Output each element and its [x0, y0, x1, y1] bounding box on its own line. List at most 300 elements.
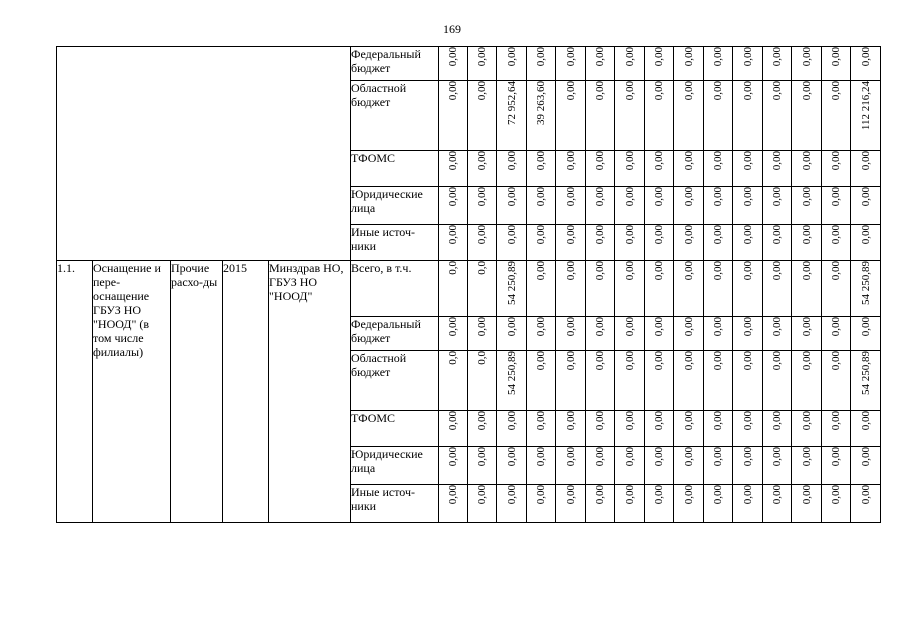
value-text: 0,00 — [682, 411, 695, 431]
value-cell — [851, 485, 881, 523]
value-text: 0,00 — [771, 81, 783, 101]
funding-source: Областной бюджет — [351, 81, 439, 151]
value-text: 0,00 — [594, 187, 606, 207]
value-cell — [468, 261, 497, 317]
value-text: 0,00 — [712, 187, 724, 207]
value-cell — [468, 81, 497, 151]
value-text: 0,00 — [712, 411, 724, 431]
value-cell — [792, 81, 822, 151]
value-cell — [822, 351, 851, 411]
value-cell — [527, 151, 556, 187]
value-cell — [497, 151, 527, 187]
value-text: 0,00 — [771, 485, 783, 505]
value-text: 0,00 — [623, 485, 636, 505]
value-cell — [851, 151, 881, 187]
value-cell — [586, 187, 615, 225]
value-cell — [645, 47, 674, 81]
value-cell — [851, 411, 881, 447]
value-cell — [704, 81, 733, 151]
value-text: 0,00 — [712, 81, 724, 101]
value-cell — [586, 447, 615, 485]
value-cell — [822, 47, 851, 81]
value-text: 0,00 — [682, 225, 695, 245]
value-text: 0,00 — [741, 447, 754, 467]
value-cell — [674, 411, 704, 447]
value-cell — [792, 411, 822, 447]
value-text: 0,00 — [564, 225, 577, 245]
value-text: 0,00 — [653, 47, 665, 67]
value-cell — [497, 317, 527, 351]
value-cell — [439, 261, 468, 317]
value-cell — [468, 411, 497, 447]
value-cell — [674, 47, 704, 81]
value-cell — [615, 485, 645, 523]
value-cell — [468, 151, 497, 187]
value-cell — [674, 261, 704, 317]
table-body — [57, 47, 881, 523]
value-text: 0,00 — [741, 81, 754, 101]
value-cell — [586, 317, 615, 351]
value-text: 0,00 — [653, 447, 665, 467]
value-cell — [792, 447, 822, 485]
value-text: 0,00 — [564, 317, 577, 337]
value-text: 0,00 — [741, 485, 754, 505]
value-cell — [733, 351, 763, 411]
value-cell — [615, 447, 645, 485]
value-cell — [468, 351, 497, 411]
value-text: 112 216,24 — [859, 81, 872, 131]
value-text: 0,00 — [682, 261, 695, 281]
value-text: 0,00 — [859, 225, 872, 245]
value-text: 0,00 — [771, 151, 783, 171]
table-row — [57, 47, 881, 81]
value-cell — [733, 317, 763, 351]
value-cell — [704, 317, 733, 351]
value-text: 0,00 — [859, 187, 872, 207]
value-cell — [615, 151, 645, 187]
value-cell — [468, 447, 497, 485]
value-text: 0,00 — [653, 81, 665, 101]
value-text: 0,00 — [859, 47, 872, 67]
value-cell — [763, 187, 792, 225]
value-cell — [439, 317, 468, 351]
funding-source: Областной бюджет — [351, 351, 439, 411]
value-cell — [468, 485, 497, 523]
value-text: 0,00 — [535, 317, 547, 337]
value-cell — [733, 447, 763, 485]
value-cell — [556, 47, 586, 81]
value-cell — [704, 485, 733, 523]
value-cell — [439, 447, 468, 485]
value-cell — [556, 411, 586, 447]
value-cell — [439, 81, 468, 151]
value-text: 0,00 — [623, 81, 636, 101]
value-cell — [497, 485, 527, 523]
value-cell — [527, 261, 556, 317]
expense-category: Прочие расхо-ды — [171, 261, 223, 523]
value-text: 0,00 — [505, 47, 518, 67]
value-text: 0,0 — [447, 261, 459, 275]
value-text: 0,00 — [682, 47, 695, 67]
value-text: 0,00 — [535, 485, 547, 505]
value-text: 0,00 — [830, 225, 842, 245]
value-text: 0,00 — [505, 187, 518, 207]
value-text: 0,00 — [741, 351, 754, 371]
value-text: 0,00 — [800, 317, 813, 337]
value-text: 0,00 — [800, 187, 813, 207]
page-number: 169 — [443, 22, 461, 36]
value-text: 0,00 — [535, 47, 547, 67]
value-cell — [497, 411, 527, 447]
value-text: 72 952,64 — [505, 81, 518, 125]
value-cell — [556, 151, 586, 187]
value-cell — [763, 485, 792, 523]
value-cell — [527, 317, 556, 351]
value-text: 0,00 — [505, 411, 518, 431]
value-cell — [704, 151, 733, 187]
value-text: 0,00 — [447, 81, 459, 101]
value-cell — [556, 225, 586, 261]
value-text: 0,00 — [830, 187, 842, 207]
value-cell — [527, 447, 556, 485]
value-text: 0,00 — [653, 317, 665, 337]
value-cell — [851, 447, 881, 485]
value-text: 0,00 — [505, 151, 518, 171]
value-cell — [586, 351, 615, 411]
value-cell — [439, 225, 468, 261]
value-cell — [556, 351, 586, 411]
value-cell — [704, 261, 733, 317]
value-text: 0,00 — [623, 225, 636, 245]
value-text: 0,00 — [476, 225, 488, 245]
funding-source: Всего, в т.ч. — [351, 261, 439, 317]
value-text: 0,00 — [682, 187, 695, 207]
value-cell — [763, 81, 792, 151]
value-text: 0,00 — [771, 447, 783, 467]
value-cell — [439, 151, 468, 187]
value-cell — [704, 351, 733, 411]
value-cell — [615, 47, 645, 81]
value-cell — [674, 447, 704, 485]
value-text: 0,00 — [447, 317, 459, 337]
table-row — [57, 261, 881, 317]
value-text: 0,00 — [505, 485, 518, 505]
value-text: 0,00 — [535, 351, 547, 371]
funding-source: Иные источ-ники — [351, 485, 439, 523]
funding-source: Юридические лица — [351, 187, 439, 225]
value-text: 0,00 — [564, 351, 577, 371]
value-cell — [763, 447, 792, 485]
value-text: 0,00 — [653, 151, 665, 171]
item-name: Оснащение и пере-оснащение ГБУЗ НО "НООД" (в том числе филиалы) — [93, 261, 171, 523]
value-cell — [439, 411, 468, 447]
value-cell — [645, 225, 674, 261]
value-cell — [674, 187, 704, 225]
value-text: 0,00 — [564, 81, 577, 101]
value-cell — [674, 81, 704, 151]
value-text: 0,00 — [741, 317, 754, 337]
value-cell — [792, 317, 822, 351]
value-cell — [586, 151, 615, 187]
value-text: 0,00 — [594, 317, 606, 337]
value-cell — [822, 187, 851, 225]
value-cell — [674, 485, 704, 523]
value-cell — [497, 261, 527, 317]
value-text: 0,00 — [594, 411, 606, 431]
value-cell — [556, 317, 586, 351]
value-cell — [674, 151, 704, 187]
value-text: 54 250,89 — [859, 351, 872, 395]
value-cell — [497, 47, 527, 81]
value-text: 0,00 — [653, 485, 665, 505]
value-text: 0,00 — [800, 261, 813, 281]
value-text: 0,00 — [771, 225, 783, 245]
value-cell — [586, 261, 615, 317]
value-cell — [763, 151, 792, 187]
value-text: 0,00 — [682, 151, 695, 171]
item-year: 2015 — [223, 261, 269, 523]
value-cell — [497, 187, 527, 225]
value-cell — [792, 225, 822, 261]
value-cell — [704, 47, 733, 81]
value-cell — [674, 225, 704, 261]
value-text: 0,0 — [476, 351, 488, 365]
funding-source: Иные источ-ники — [351, 225, 439, 261]
value-cell — [851, 47, 881, 81]
value-text: 0,00 — [476, 411, 488, 431]
value-cell — [792, 187, 822, 225]
funding-source: ТФОМС — [351, 411, 439, 447]
value-text: 0,00 — [594, 261, 606, 281]
value-cell — [615, 225, 645, 261]
funding-source: Федеральный бюджет — [351, 317, 439, 351]
funding-source: Юридические лица — [351, 447, 439, 485]
value-text: 0,00 — [859, 411, 872, 431]
value-text: 0,00 — [594, 225, 606, 245]
value-text: 0,00 — [564, 411, 577, 431]
continuation-blank-cell — [57, 47, 351, 261]
value-text: 0,00 — [447, 411, 459, 431]
value-cell — [468, 317, 497, 351]
value-text: 0,00 — [447, 151, 459, 171]
value-cell — [822, 411, 851, 447]
value-text: 0,00 — [859, 447, 872, 467]
value-text: 0,00 — [741, 151, 754, 171]
value-text: 0,00 — [741, 225, 754, 245]
item-number: 1.1. — [57, 261, 93, 523]
value-text: 0,00 — [712, 151, 724, 171]
value-cell — [556, 261, 586, 317]
value-cell — [792, 47, 822, 81]
budget-table — [56, 46, 881, 523]
value-cell — [645, 485, 674, 523]
value-text: 0,00 — [623, 151, 636, 171]
value-cell — [674, 317, 704, 351]
value-text: 0,00 — [712, 351, 724, 371]
value-cell — [763, 411, 792, 447]
value-cell — [615, 411, 645, 447]
value-cell — [556, 447, 586, 485]
value-text: 0,00 — [741, 261, 754, 281]
value-cell — [497, 447, 527, 485]
value-cell — [586, 47, 615, 81]
value-cell — [645, 411, 674, 447]
value-cell — [439, 351, 468, 411]
value-text: 0,00 — [623, 351, 636, 371]
value-cell — [822, 225, 851, 261]
value-cell — [763, 351, 792, 411]
value-text: 0,00 — [712, 261, 724, 281]
value-text: 0,00 — [741, 411, 754, 431]
value-cell — [851, 187, 881, 225]
value-cell — [792, 485, 822, 523]
value-text: 0,00 — [771, 187, 783, 207]
value-text: 0,00 — [447, 225, 459, 245]
value-text: 54 250,89 — [505, 261, 518, 305]
value-text: 0,00 — [476, 485, 488, 505]
value-cell — [733, 81, 763, 151]
value-cell — [763, 225, 792, 261]
value-cell — [763, 261, 792, 317]
value-cell — [556, 81, 586, 151]
value-cell — [733, 47, 763, 81]
value-text: 0,00 — [594, 485, 606, 505]
value-text: 0,00 — [771, 411, 783, 431]
value-cell — [822, 317, 851, 351]
value-text: 0,00 — [623, 261, 636, 281]
value-text: 0,00 — [682, 351, 695, 371]
value-text: 0,00 — [771, 261, 783, 281]
value-text: 0,00 — [564, 187, 577, 207]
value-text: 0,00 — [830, 261, 842, 281]
value-cell — [615, 261, 645, 317]
value-cell — [822, 261, 851, 317]
value-cell — [615, 351, 645, 411]
value-cell — [704, 225, 733, 261]
value-text: 0,00 — [535, 187, 547, 207]
value-cell — [704, 187, 733, 225]
value-cell — [704, 447, 733, 485]
value-text: 0,00 — [859, 151, 872, 171]
value-cell — [792, 261, 822, 317]
value-text: 0,00 — [830, 351, 842, 371]
value-text: 0,00 — [505, 317, 518, 337]
value-text: 0,0 — [476, 261, 488, 275]
value-text: 0,00 — [712, 317, 724, 337]
value-text: 0,00 — [712, 447, 724, 467]
value-text: 0,00 — [800, 81, 813, 101]
value-text: 0,00 — [830, 411, 842, 431]
value-text: 0,00 — [682, 447, 695, 467]
value-text: 0,00 — [800, 351, 813, 371]
value-text: 0,00 — [800, 225, 813, 245]
value-cell — [645, 81, 674, 151]
value-text: 0,00 — [830, 47, 842, 67]
value-cell — [763, 47, 792, 81]
value-text: 0,00 — [476, 47, 488, 67]
value-text: 0,00 — [653, 351, 665, 371]
value-text: 0,00 — [447, 187, 459, 207]
value-text: 0,00 — [447, 47, 459, 67]
value-text: 0,00 — [594, 151, 606, 171]
value-text: 0,00 — [535, 151, 547, 171]
value-cell — [497, 225, 527, 261]
value-text: 0,00 — [800, 47, 813, 67]
value-text: 0,00 — [682, 317, 695, 337]
value-text: 0,00 — [859, 317, 872, 337]
value-text: 0,00 — [447, 447, 459, 467]
funding-source: ТФОМС — [351, 151, 439, 187]
value-text: 0,00 — [830, 151, 842, 171]
value-text: 0,00 — [623, 47, 636, 67]
value-text: 0,00 — [564, 261, 577, 281]
value-cell — [674, 351, 704, 411]
value-text: 0,00 — [535, 447, 547, 467]
value-cell — [527, 47, 556, 81]
value-cell — [822, 447, 851, 485]
value-text: 0,00 — [859, 485, 872, 505]
value-text: 0,00 — [535, 411, 547, 431]
value-cell — [733, 151, 763, 187]
value-text: 0,00 — [476, 317, 488, 337]
value-cell — [645, 187, 674, 225]
value-cell — [586, 485, 615, 523]
value-text: 0,00 — [594, 81, 606, 101]
value-text: 0,00 — [771, 317, 783, 337]
value-cell — [527, 485, 556, 523]
value-cell — [586, 225, 615, 261]
executor: Минздрав НО, ГБУЗ НО "НООД" — [269, 261, 351, 523]
value-cell — [792, 351, 822, 411]
value-text: 0,00 — [623, 411, 636, 431]
value-text: 0,00 — [623, 317, 636, 337]
value-text: 0,00 — [623, 447, 636, 467]
value-cell — [822, 485, 851, 523]
value-cell — [704, 411, 733, 447]
value-text: 0,00 — [653, 225, 665, 245]
value-text: 0,00 — [800, 485, 813, 505]
value-cell — [851, 261, 881, 317]
value-text: 0,00 — [505, 447, 518, 467]
value-cell — [439, 187, 468, 225]
value-cell — [733, 187, 763, 225]
value-text: 0,00 — [564, 151, 577, 171]
value-cell — [645, 317, 674, 351]
value-cell — [645, 151, 674, 187]
value-text: 0,00 — [564, 447, 577, 467]
value-cell — [851, 81, 881, 151]
value-cell — [615, 187, 645, 225]
value-cell — [527, 187, 556, 225]
value-text: 0,00 — [653, 187, 665, 207]
value-text: 0,00 — [830, 485, 842, 505]
value-cell — [527, 81, 556, 151]
value-cell — [556, 485, 586, 523]
value-text: 0,00 — [623, 187, 636, 207]
value-text: 0,00 — [771, 351, 783, 371]
value-cell — [851, 317, 881, 351]
value-cell — [586, 81, 615, 151]
value-text: 0,00 — [564, 47, 577, 67]
value-text: 39 263,60 — [535, 81, 547, 125]
value-cell — [439, 485, 468, 523]
value-cell — [497, 81, 527, 151]
value-cell — [822, 151, 851, 187]
value-cell — [527, 225, 556, 261]
value-text: 0,00 — [682, 81, 695, 101]
value-cell — [468, 187, 497, 225]
value-cell — [439, 47, 468, 81]
